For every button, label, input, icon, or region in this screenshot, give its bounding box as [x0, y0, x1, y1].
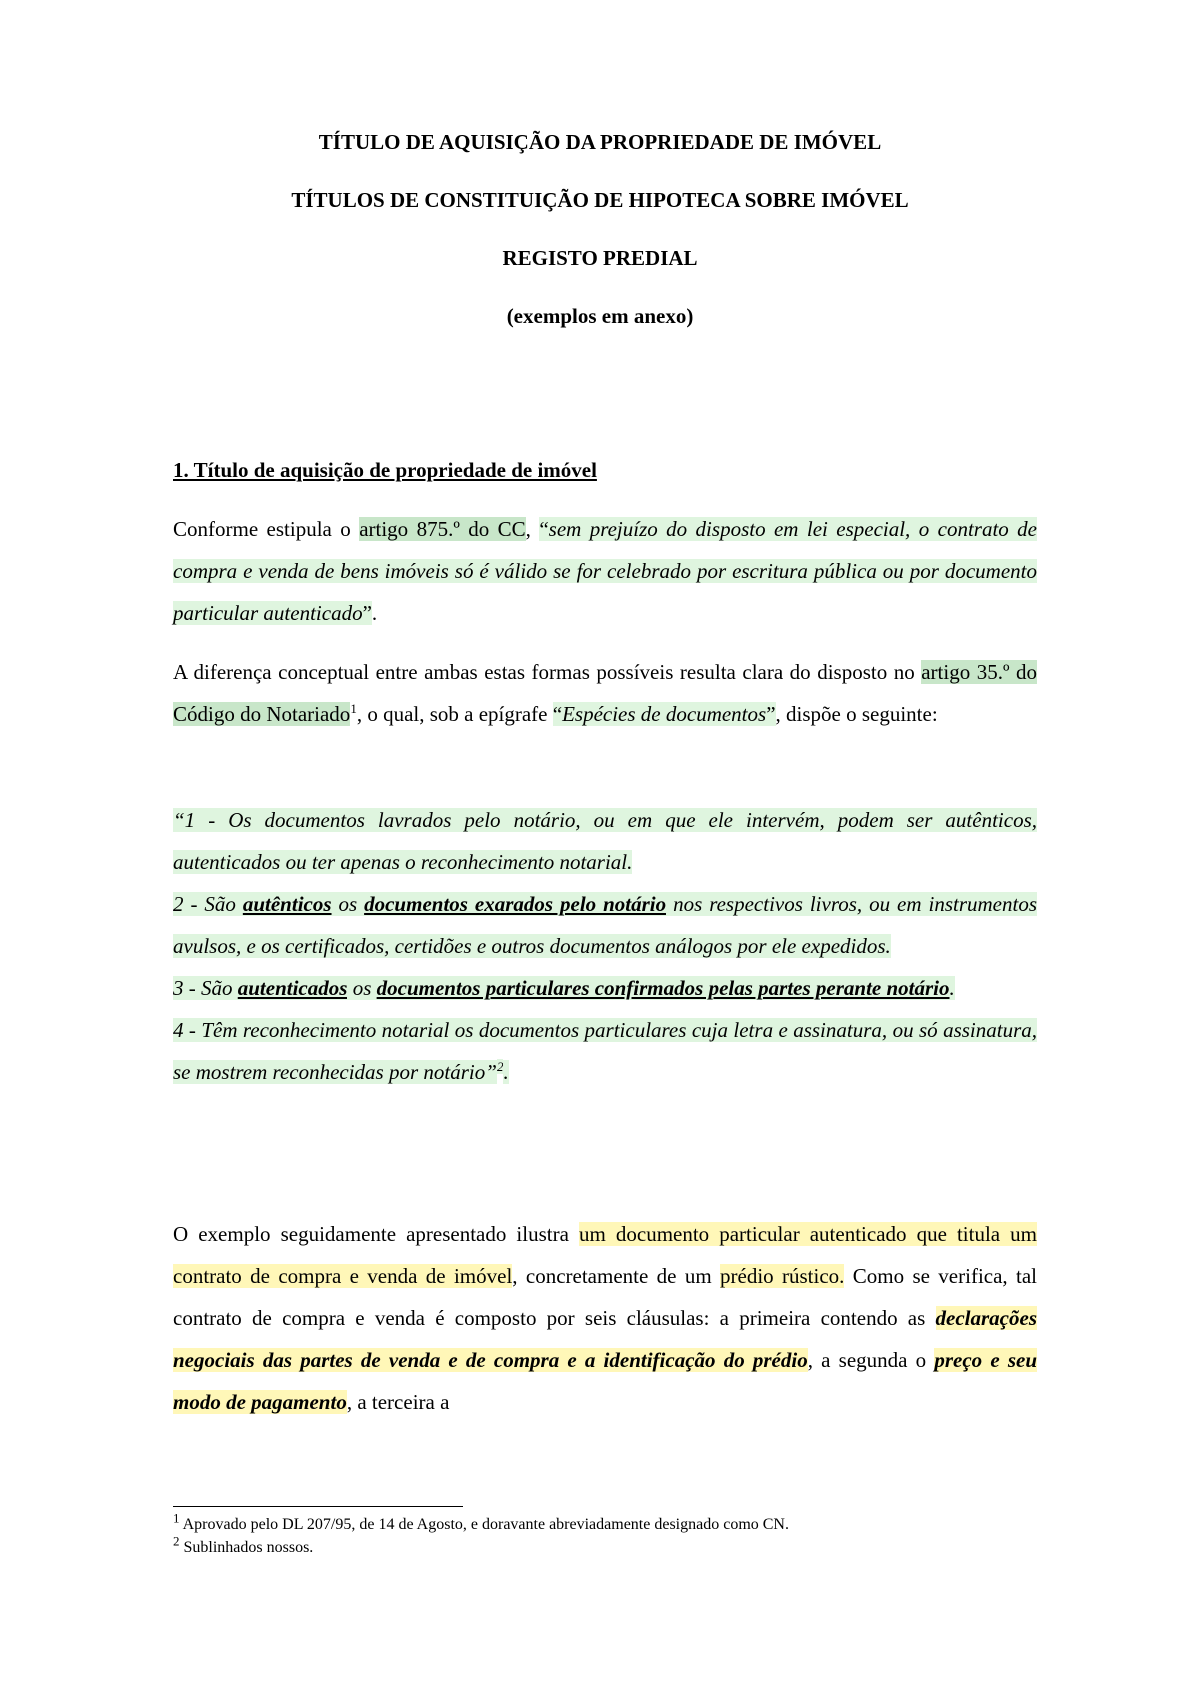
quote-item-2-d: documentos exarados pelo notário	[364, 892, 667, 916]
p1-open-quote: “	[539, 517, 549, 541]
section-heading: 1. Título de aquisição de propriedade de imóvel	[173, 458, 597, 482]
p3-text-2: , concretamente de um	[512, 1264, 721, 1288]
p3-text-4: , a segunda o	[807, 1348, 935, 1372]
p3-highlight-document: um documento particular autenticado que titula um contrato de compra e venda de imóvel	[173, 1222, 1037, 1288]
quote-item-2-b: autênticos	[242, 892, 332, 916]
quote-item-2-c: os	[331, 892, 365, 916]
p2-text-2: , o qual, sob a epígrafe	[356, 702, 553, 726]
footnote-2	[173, 1533, 1053, 1559]
p1-close-quote: ”	[362, 601, 372, 625]
p2-text-3: , dispõe o seguinte:	[775, 702, 938, 726]
footnote-2-text: Sublinhados nossos.	[183, 1539, 314, 1556]
quote-item-3-c: os	[347, 976, 377, 1000]
p3-highlight-preco: preço e seu modo de pagamento	[173, 1348, 1037, 1414]
footnote-1-number: 1	[173, 1510, 180, 1526]
title-line-4: (exemplos em anexo)	[506, 304, 694, 328]
quote-item-3-e: .	[949, 976, 955, 1000]
p3-text: O exemplo seguidamente apresentado ilustra	[173, 1222, 579, 1246]
p3-highlight-declaracoes: declarações negociais das partes de venda e de compra e a identificação do prédio	[173, 1306, 1037, 1372]
p3-text-5: , a terceira a	[346, 1390, 450, 1414]
p1-comma: ,	[525, 517, 540, 541]
p2-close-quote: ”	[766, 702, 776, 726]
quote-item-4-a: 4 - Têm reconhecimento notarial os documentos particulares cuja letra e assinatura, ou só assinatura, se mostrem reconhecidas por notário	[173, 1018, 1037, 1084]
title-line-2: TÍTULOS DE CONSTITUIÇÃO DE HIPOTECA SOBRE IMÓVEL	[291, 188, 909, 212]
title-line-3: REGISTO PREDIAL	[502, 246, 698, 270]
p1-article-reference: artigo 875.º do CC	[359, 517, 526, 541]
title-line-1: TÍTULO DE AQUISIÇÃO DA PROPRIEDADE DE IMÓVEL	[318, 130, 882, 154]
p2-epigraph: Espécies de documentos	[562, 702, 767, 726]
quote-item-2	[173, 883, 1037, 967]
quoted-article	[173, 799, 1037, 1093]
quote-item-1	[173, 799, 1037, 883]
paragraph-1	[173, 508, 1037, 634]
p3-text-3: Como se verifica, tal contrato de compra e venda é composto por seis cláusulas: a primeira contendo as	[173, 1264, 1038, 1330]
paragraph-2	[173, 651, 1037, 735]
footnote-ref-1[interactable]: 1	[350, 701, 357, 716]
footnote-2-number: 2	[173, 1533, 180, 1549]
footnote-1	[173, 1510, 1053, 1536]
p2-text: A diferença conceptual entre ambas estas formas possíveis resulta clara do disposto no	[173, 660, 922, 684]
quote-item-4-b: ”	[485, 1060, 497, 1084]
p2-open-quote: “	[552, 702, 563, 726]
quote-item-4-c: .	[503, 1060, 509, 1084]
quote-item-1-text: “1 - Os documentos lavrados pelo notário, ou em que ele intervém, podem ser autênticos, autenticados ou ter apenas o reconhecimento notarial.	[173, 808, 1037, 874]
p1-quoted-law: sem prejuízo do disposto em lei especial, o contrato de compra e venda de bens imóveis só é válido se for celebrado por escritura pública ou por documento particular autenticado	[173, 517, 1038, 625]
quote-item-2-e: nos respectivos livros, ou em instrumentos avulsos, e os certificados, certidões e outros documentos análogos por ele expedidos.	[173, 892, 1037, 958]
quote-item-2-a: 2 - São	[173, 892, 243, 916]
footnote-ref-2[interactable]: 2	[496, 1059, 504, 1074]
p3-highlight-predio: prédio rústico.	[720, 1264, 845, 1288]
p2-article-reference: artigo 35.º do Código do Notariado	[173, 660, 1037, 726]
quote-item-3	[173, 967, 1037, 1009]
paragraph-3	[173, 1213, 1037, 1423]
footnote-separator	[173, 1506, 463, 1507]
p1-text: Conforme estipula o	[173, 517, 360, 541]
p1-period: .	[371, 601, 378, 625]
quote-item-3-b: autenticados	[237, 976, 348, 1000]
quote-item-3-d: documentos particulares confirmados pelas partes perante notário	[376, 976, 950, 1000]
footnote-1-text: Aprovado pelo DL 207/95, de 14 de Agosto, e doravante abreviadamente designado como CN.	[182, 1516, 789, 1533]
quote-item-4	[173, 1009, 1037, 1093]
footnotes	[173, 1510, 1053, 1559]
quote-item-3-a: 3 - São	[173, 976, 238, 1000]
